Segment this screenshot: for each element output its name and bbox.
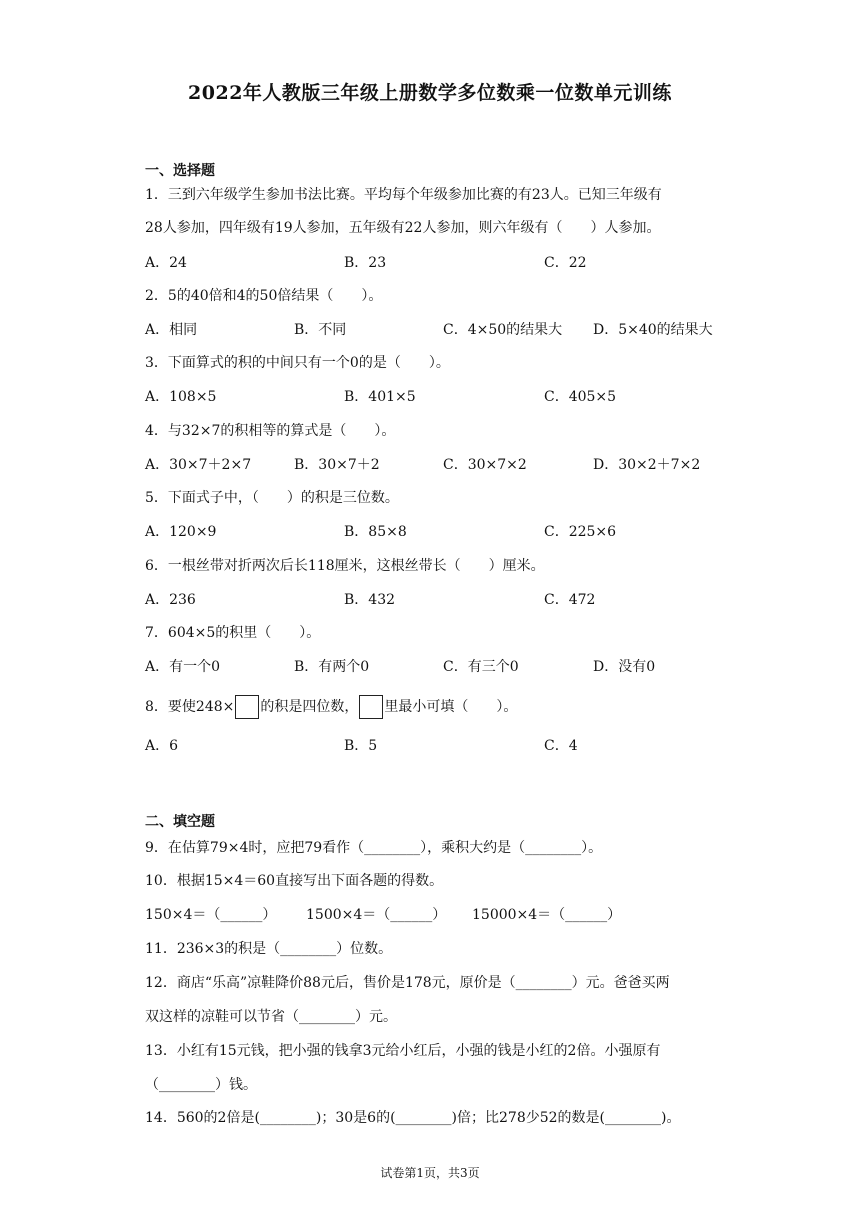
- q4-option-c: C．30×7×2: [443, 457, 527, 473]
- q1-option-c: C．22: [544, 255, 587, 271]
- question-1-line-2: 28人参加，四年级有19人参加，五年级有22人参加，则六年级有（ ）人参加。: [145, 220, 661, 236]
- q10-item-2: 1500×4＝（______）: [306, 907, 447, 923]
- question-12-line-1: 12．商店“乐高”凉鞋降价88元后，售价是178元，原价是（________）元。爸爸买两: [145, 975, 670, 991]
- answer-box: [359, 695, 383, 719]
- section-heading-fill: 二、填空题: [145, 814, 215, 830]
- q5-option-c: C．225×6: [544, 524, 617, 540]
- q5-option-a: A．120×9: [145, 524, 217, 540]
- q4-option-a: A．30×7＋2×7: [145, 457, 252, 473]
- q8-option-c: C．4: [544, 738, 578, 754]
- question-14: 14．560的2倍是(________)；30是6的(________)倍；比278少52的数是(________)。: [145, 1110, 681, 1126]
- question-12-line-2: 双这样的凉鞋可以节省（________）元。: [145, 1009, 397, 1025]
- question-9: 9．在估算79×4时，应把79看作（________），乘积大约是（________）。: [145, 840, 603, 856]
- q7-option-b: B．有两个0: [294, 659, 370, 675]
- question-8: [145, 695, 517, 719]
- q6-option-b: B．432: [344, 592, 396, 608]
- q7-option-a: A．有一个0: [145, 659, 221, 675]
- q8-text-3: 里最小可填（ ）。: [384, 699, 518, 715]
- q2-option-d: D．5×40的结果大: [593, 322, 713, 338]
- answer-box: [235, 695, 259, 719]
- q8-option-a: A．6: [145, 738, 179, 754]
- q6-option-c: C．472: [544, 592, 596, 608]
- q3-option-b: B．401×5: [344, 389, 416, 405]
- q7-option-c: C．有三个0: [443, 659, 519, 675]
- question-3: 3．下面算式的积的中间只有一个0的是（ ）。: [145, 355, 450, 371]
- page-footer: 试卷第1页，共3页: [380, 1166, 480, 1180]
- q10-item-3: 15000×4＝（______）: [472, 907, 622, 923]
- question-1-line-1: 1．三到六年级学生参加书法比赛。平均每个年级参加比赛的有23人。已知三年级有: [145, 187, 662, 203]
- q3-option-a: A．108×5: [145, 389, 217, 405]
- question-6: 6．一根丝带对折两次后长118厘米，这根丝带长（ ）厘米。: [145, 558, 545, 574]
- q8-text-1: 8．要使248×: [145, 699, 235, 715]
- question-4: 4．与32×7的积相等的算式是（ ）。: [145, 423, 396, 439]
- question-13-line-1: 13．小红有15元钱，把小强的钱拿3元给小红后，小强的钱是小红的2倍。小强原有: [145, 1043, 661, 1059]
- question-10: 10．根据15×4＝60直接写出下面各题的得数。: [145, 873, 444, 889]
- q8-option-b: B．5: [344, 738, 378, 754]
- q2-option-a: A．相同: [145, 322, 198, 338]
- q6-option-a: A．236: [145, 592, 196, 608]
- page-title: 2022年人教版三年级上册数学多位数乘一位数单元训练: [188, 82, 672, 104]
- q4-option-d: D．30×2＋7×2: [593, 457, 701, 473]
- q2-option-b: B．不同: [294, 322, 347, 338]
- question-7: 7．604×5的积里（ ）。: [145, 625, 321, 641]
- q4-option-b: B．30×7＋2: [294, 457, 380, 473]
- question-13-line-2: （________）钱。: [145, 1077, 257, 1093]
- q8-text-2: 的积是四位数，: [260, 699, 359, 715]
- question-5: 5．下面式子中，（ ）的积是三位数。: [145, 490, 399, 506]
- question-2: 2．5的40倍和4的50倍结果（ ）。: [145, 288, 383, 304]
- section-heading-choice: 一、选择题: [145, 163, 215, 179]
- q10-item-1: 150×4＝（______）: [145, 907, 277, 923]
- q1-option-b: B．23: [344, 255, 387, 271]
- q3-option-c: C．405×5: [544, 389, 617, 405]
- question-11: 11．236×3的积是（________）位数。: [145, 941, 393, 957]
- q1-option-a: A．24: [145, 255, 187, 271]
- q7-option-d: D．没有0: [593, 659, 656, 675]
- q2-option-c: C．4×50的结果大: [443, 322, 563, 338]
- q5-option-b: B．85×8: [344, 524, 407, 540]
